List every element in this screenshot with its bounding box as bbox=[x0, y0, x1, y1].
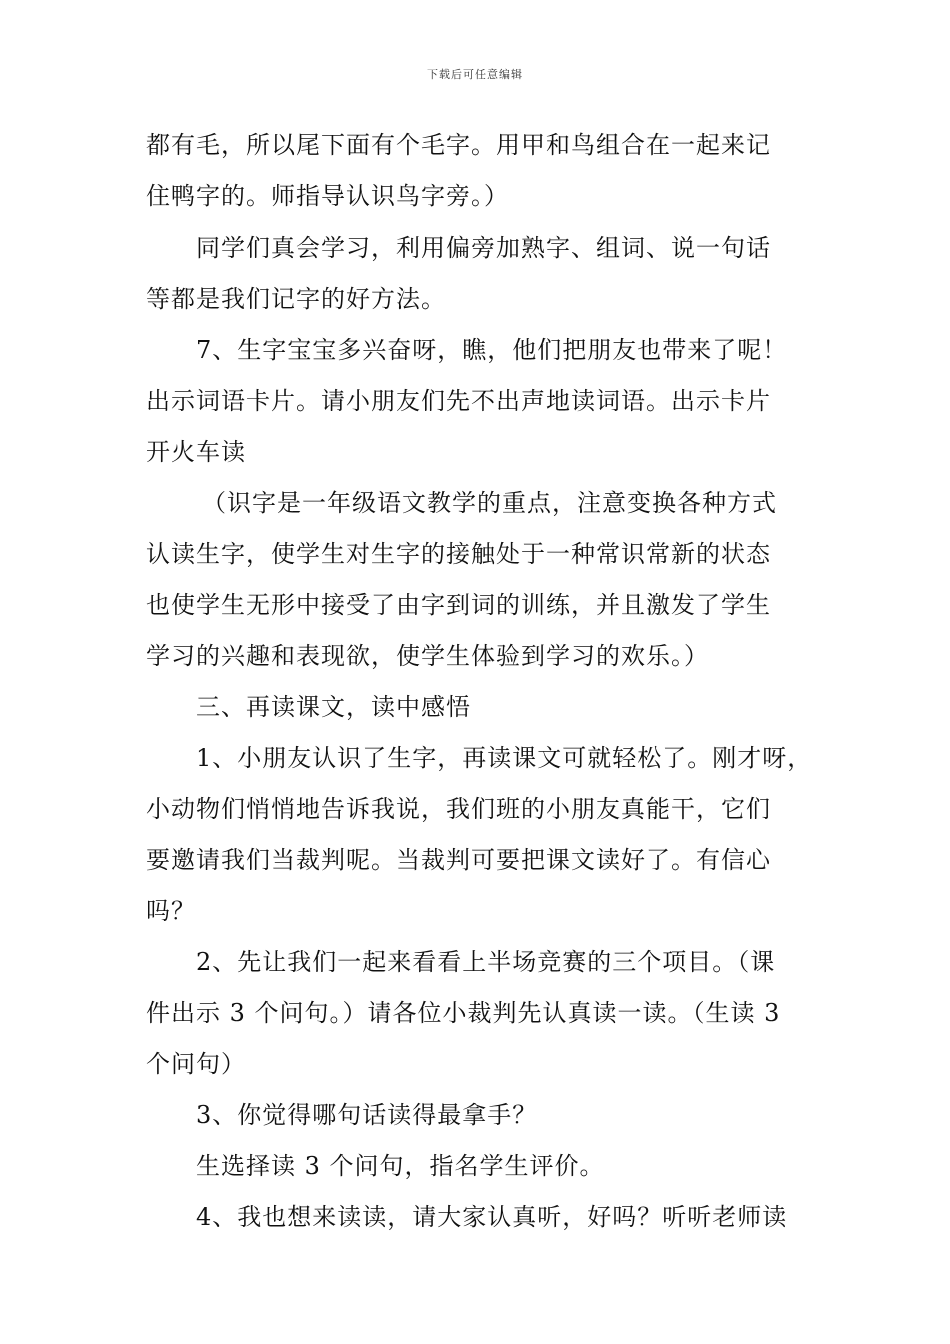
text-line: 认读生字，使学生对生字的接触处于一种常识常新的状态 bbox=[146, 540, 771, 568]
text-line: 等都是我们记字的好方法。 bbox=[146, 285, 446, 313]
paragraph-start: （识字是一年级语文教学的重点，注意变换各种方式 bbox=[202, 489, 777, 517]
text-line: 出示词语卡片。请小朋友们先不出声地读词语。出示卡片 bbox=[146, 387, 771, 415]
text-line: 也使学生无形中接受了由字到词的训练，并且激发了学生 bbox=[146, 591, 771, 619]
page-header: 下载后可任意编辑 bbox=[427, 68, 523, 81]
text-line: 小动物们悄悄地告诉我说，我们班的小朋友真能干，它们 bbox=[146, 795, 771, 823]
paragraph-start: 2、先让我们一起来看看上半场竞赛的三个项目。（课 bbox=[196, 948, 776, 976]
paragraph-start: 1、小朋友认识了生字，再读课文可就轻松了。刚才呀， bbox=[196, 744, 813, 772]
paragraph-start: 同学们真会学习，利用偏旁加熟字、组词、说一句话 bbox=[196, 234, 771, 262]
text-line: 个问句） bbox=[146, 1050, 246, 1078]
text-line: 要邀请我们当裁判呢。当裁判可要把课文读好了。有信心 bbox=[146, 846, 771, 874]
text-line: 开火车读 bbox=[146, 438, 246, 466]
paragraph-start: 7、生字宝宝多兴奋呀，瞧，他们把朋友也带来了呢！ bbox=[196, 336, 788, 364]
paragraph-start: 3、你觉得哪句话读得最拿手？ bbox=[196, 1101, 538, 1129]
section-heading: 三、再读课文，读中感悟 bbox=[196, 693, 471, 721]
paragraph-start: 4、我也想来读读，请大家认真听，好吗？听听老师读 bbox=[196, 1203, 788, 1231]
text-line: 学习的兴趣和表现欲，使学生体验到学习的欢乐。） bbox=[146, 642, 709, 670]
text-line: 件出示 3 个问句。）请各位小裁判先认真读一读。（生读 3 bbox=[146, 999, 781, 1027]
paragraph-start: 生选择读 3 个问句，指名学生评价。 bbox=[196, 1152, 605, 1180]
text-line: 住鸭字的。师指导认识鸟字旁。） bbox=[146, 182, 509, 210]
text-line: 都有毛，所以尾下面有个毛字。用甲和鸟组合在一起来记 bbox=[146, 131, 771, 159]
text-line: 吗？ bbox=[146, 897, 196, 925]
